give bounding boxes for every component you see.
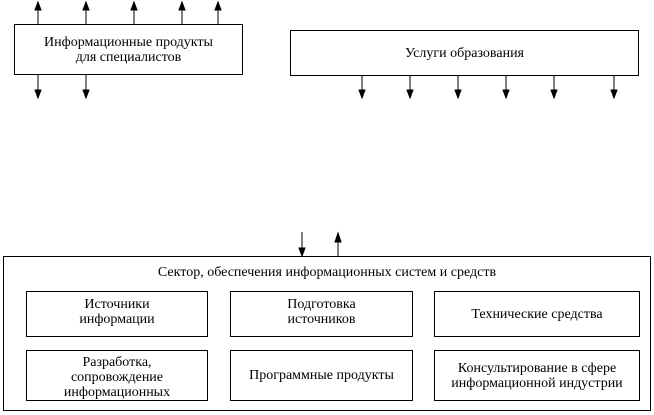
information-products-box [14,24,243,75]
sector-title: Сектор, обеспечения информационных систем и средств [157,265,497,280]
sources-box [26,291,208,337]
consulting-line1: Консультирование в сфере [457,360,617,376]
education-services-label: Услуги образования [404,45,524,61]
software-products-label: Программные продукты [249,368,394,383]
preparation-line2: источников [287,312,356,327]
development-line1: Разработка, [82,355,152,370]
development-line2: сопровождение [70,370,164,385]
software-products-box [230,350,413,401]
development-box [26,350,208,401]
sources-line1: Источники [84,297,150,312]
sources-line2: информации [79,312,155,327]
down-arrows-top-left [35,75,89,98]
information-products-line2: для специалистов [75,49,182,65]
down-arrows-top-right [359,76,617,98]
technical-means-box [434,291,640,337]
technical-means-label: Технические средства [471,306,603,322]
education-services-box [290,30,639,76]
information-products-line1: Информационные продукты [44,34,213,50]
up-arrows-top-left [35,2,221,24]
development-line3: информационных [63,385,171,400]
consulting-box [434,350,640,401]
sector-arrows [299,232,341,256]
consulting-line2: информационной индустрии [451,375,623,391]
preparation-line1: Подготовка [287,297,356,312]
preparation-box [230,291,413,337]
